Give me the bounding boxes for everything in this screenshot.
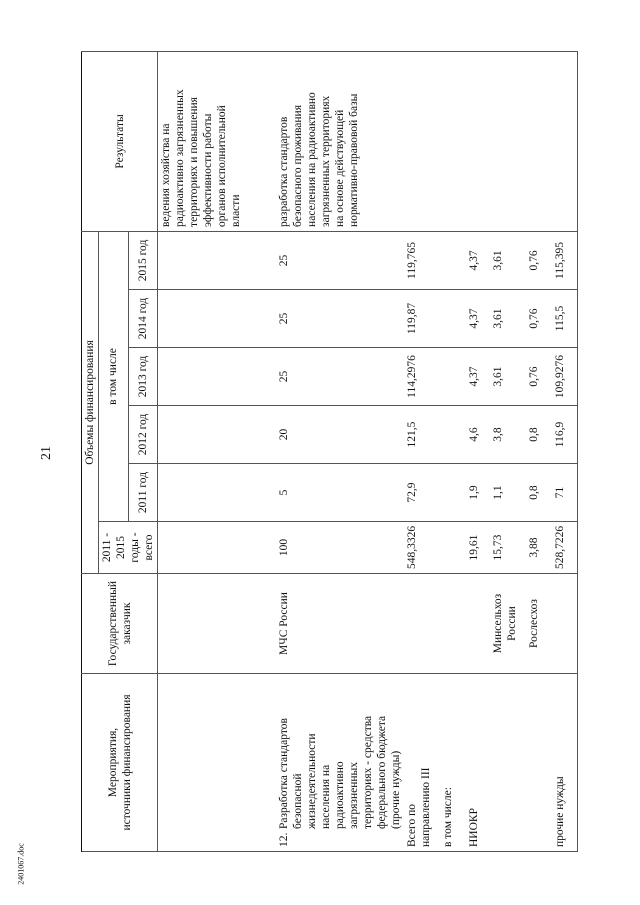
- year-value-2014: [158, 290, 276, 348]
- table-row: [158, 51, 276, 851]
- year-value-2011: [158, 464, 276, 522]
- year-value-2011: 72,9: [404, 464, 440, 522]
- customer-cell: [404, 574, 440, 674]
- header-customer: Государственный заказчик: [82, 574, 158, 674]
- year-value-2014: [440, 290, 466, 348]
- measure-cell: [552, 674, 578, 852]
- header-year-2012: 2012 год: [128, 406, 158, 464]
- customer-cell: Минсельхоз России: [490, 574, 526, 674]
- header-funding: Объемы финансирования: [82, 231, 99, 573]
- total-cell: 548,3326: [404, 522, 440, 574]
- year-value-2014: 4,37: [466, 290, 490, 348]
- customer-cell: [440, 574, 466, 674]
- year-value-2014: 0,76: [526, 290, 552, 348]
- customer-cell: [552, 574, 578, 674]
- header-results: Результаты: [82, 51, 158, 231]
- year-value-2015: 4,37: [466, 231, 490, 289]
- year-value-2014: 115,5: [552, 290, 578, 348]
- year-value-2011: [440, 464, 466, 522]
- total-cell: 15,73: [490, 522, 526, 574]
- year-value-2014: 119,87: [404, 290, 440, 348]
- year-value-2012: 0,8: [526, 406, 552, 464]
- measure-text: в том числе:: [441, 787, 454, 847]
- year-value-2015: 119,765: [404, 231, 440, 289]
- total-cell: 528,7226: [552, 522, 578, 574]
- year-value-2012: 121,5: [404, 406, 440, 464]
- year-value-2013: 114,2976: [404, 348, 440, 406]
- measure-text: Разработка стандартов безопасной жизнедеятельности населения на радиоактивно загрязненных территориях - средства федерального бюджета (прочие нужды): [277, 715, 402, 829]
- rotated-table-sheet: [81, 52, 566, 852]
- result-cell: ведения хозяйства на радиоактивно загрязненных территориях и повышения эффективности работы органов исполнительной власти: [158, 51, 276, 231]
- table-row: [440, 51, 466, 851]
- table-row: [552, 51, 578, 851]
- year-value-2011: 5: [276, 464, 404, 522]
- measure-text: НИОКР: [467, 808, 480, 847]
- year-value-2011: 0,8: [526, 464, 552, 522]
- year-value-2012: [440, 406, 466, 464]
- customer-cell: [158, 574, 276, 674]
- measure-cell: [404, 674, 440, 852]
- year-value-2013: 25: [276, 348, 404, 406]
- measure-cell: [466, 674, 490, 852]
- result-cell: [490, 51, 526, 231]
- year-value-2011: 1,1: [490, 464, 526, 522]
- page-number: 21: [39, 446, 54, 460]
- result-cell: [526, 51, 552, 231]
- header-year-2013: 2013 год: [128, 348, 158, 406]
- customer-cell: [466, 574, 490, 674]
- header-total: 2011 - 2015 годы - всего: [99, 522, 158, 574]
- measure-text: Всего по направлению III: [405, 767, 432, 847]
- year-value-2015: 0,76: [526, 231, 552, 289]
- total-cell: [440, 522, 466, 574]
- table-row: [490, 51, 526, 851]
- year-value-2013: [158, 348, 276, 406]
- row-number: 12.: [277, 832, 290, 847]
- year-value-2013: 3,61: [490, 348, 526, 406]
- table-row: [466, 51, 490, 851]
- header-measures: Мероприятия, источники финансирования: [82, 674, 158, 852]
- result-cell: [440, 51, 466, 231]
- year-value-2011: 71: [552, 464, 578, 522]
- header-year-2014: 2014 год: [128, 290, 158, 348]
- year-value-2014: 3,61: [490, 290, 526, 348]
- measure-cell: [276, 674, 404, 852]
- table-body: [158, 51, 578, 851]
- measure-cell: [526, 674, 552, 852]
- total-cell: 19,61: [466, 522, 490, 574]
- total-cell: 3,88: [526, 522, 552, 574]
- year-value-2011: 1,9: [466, 464, 490, 522]
- year-value-2015: 25: [276, 231, 404, 289]
- result-cell: [552, 51, 578, 231]
- funding-table: [81, 51, 578, 852]
- year-value-2013: 109,9276: [552, 348, 578, 406]
- measure-cell: [158, 674, 276, 852]
- header-including: в том числе: [99, 231, 129, 521]
- year-value-2014: 25: [276, 290, 404, 348]
- header-year-2015: 2015 год: [128, 231, 158, 289]
- result-cell: разработка стандартов безопасного проживания населения на радиоактивно загрязненных территориях на основе действующей нормативно-правовой базы: [276, 51, 404, 231]
- year-value-2012: [158, 406, 276, 464]
- year-value-2012: 3,8: [490, 406, 526, 464]
- footer-file-code: 2401067.doc: [16, 843, 26, 885]
- year-value-2012: 20: [276, 406, 404, 464]
- measure-cell: [440, 674, 466, 852]
- year-value-2013: [440, 348, 466, 406]
- table-row: [404, 51, 440, 851]
- result-cell: [404, 51, 440, 231]
- year-value-2015: [158, 231, 276, 289]
- year-value-2012: 116,9: [552, 406, 578, 464]
- year-value-2013: 0,76: [526, 348, 552, 406]
- total-cell: 100: [276, 522, 404, 574]
- total-cell: [158, 522, 276, 574]
- year-value-2015: 115,395: [552, 231, 578, 289]
- measure-text: прочие нужды: [553, 776, 566, 847]
- year-value-2012: 4,6: [466, 406, 490, 464]
- year-value-2015: [440, 231, 466, 289]
- header-year-2011: 2011 год: [128, 464, 158, 522]
- year-value-2013: 4,37: [466, 348, 490, 406]
- customer-cell: Рослесхоз: [526, 574, 552, 674]
- customer-cell: МЧС России: [276, 574, 404, 674]
- measure-cell: [490, 674, 526, 852]
- result-cell: [466, 51, 490, 231]
- table-row: [526, 51, 552, 851]
- year-value-2015: 3,61: [490, 231, 526, 289]
- table-row: [276, 51, 404, 851]
